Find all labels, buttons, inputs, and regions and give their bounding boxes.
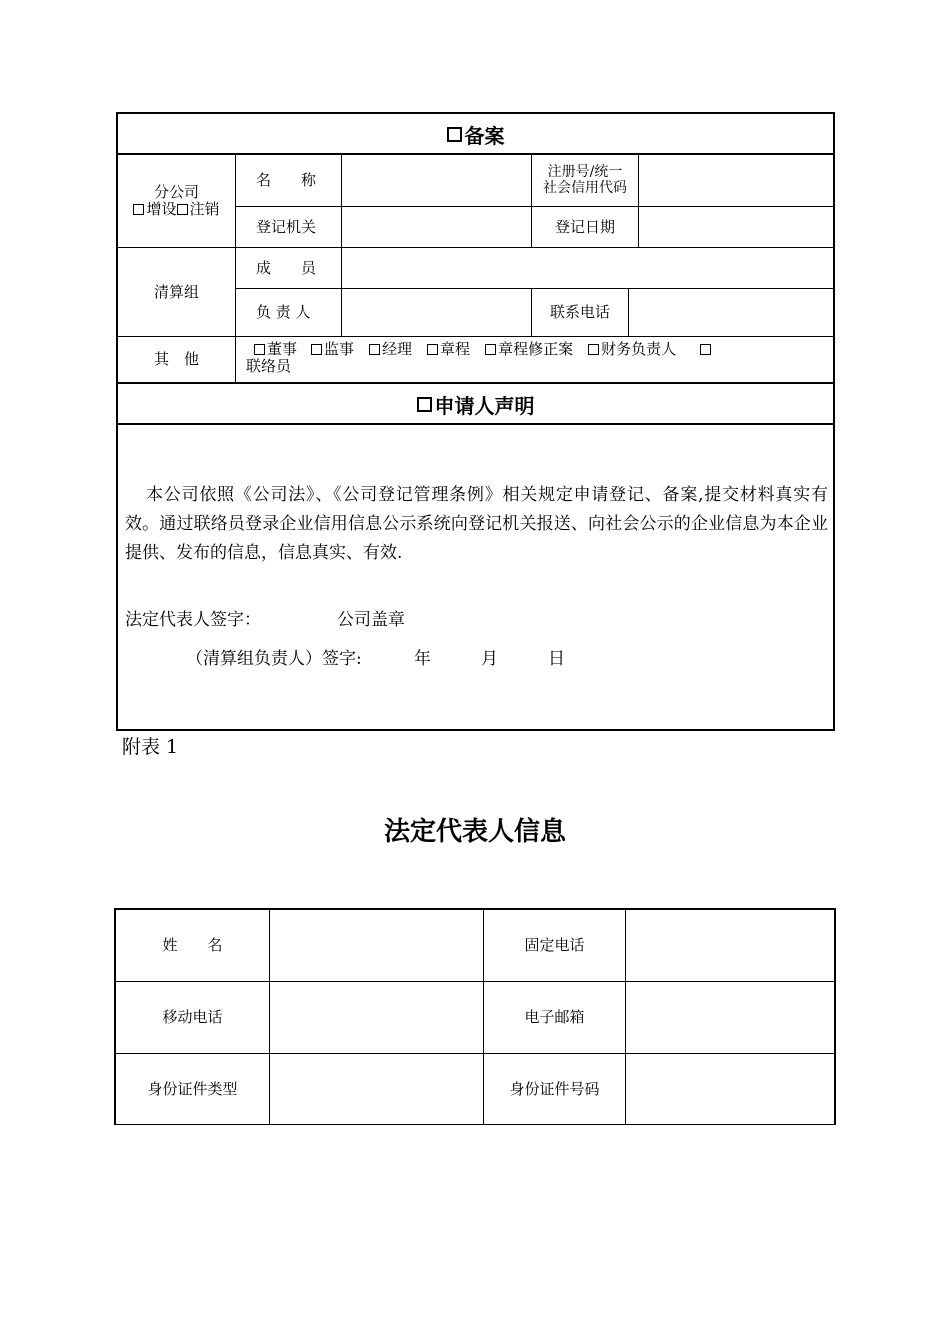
declaration-text: 本公司依照《公司法》、《公司登记管理条例》相关规定申请登记、备案,提交材料真实有效。通过联络员登录企业信用信息公示系统向登记机关报送、向社会公示的企业信息为本企业提供、发布的信息，信息真实、有效.: [125, 485, 828, 563]
checkbox[interactable]: [254, 344, 265, 355]
reg-number-field[interactable]: [639, 154, 833, 206]
cancel-checkbox[interactable]: [177, 204, 188, 215]
mobile-label: 移动电话: [162, 1008, 223, 1026]
option-finance-head[interactable]: [588, 340, 676, 358]
declaration-checkbox[interactable]: [417, 397, 432, 412]
checkbox[interactable]: [311, 344, 322, 355]
liquidation-signature-label: （清算组负责人）签字:: [186, 649, 362, 669]
members-field[interactable]: [342, 248, 833, 288]
landline-label: 固定电话: [524, 936, 585, 954]
leader-label: 负 责 人: [256, 303, 311, 321]
reg-authority-field[interactable]: [342, 207, 531, 247]
option-supervisor[interactable]: [311, 340, 354, 358]
name-field[interactable]: [270, 910, 483, 981]
landline-field[interactable]: [626, 910, 834, 981]
declaration-title-text: 申请人声明: [434, 393, 535, 418]
id-number-label: 身份证件号码: [509, 1079, 600, 1098]
email-label: 电子邮箱: [524, 1008, 585, 1026]
name-label: 姓 名: [162, 936, 223, 954]
cancel-option-label: 注销: [189, 199, 220, 218]
id-number-field[interactable]: [626, 1054, 834, 1124]
option-label: 财务负责人: [601, 340, 677, 358]
legal-rep-info-title: 法定代表人信息: [383, 817, 566, 847]
option-articles-amendment[interactable]: [485, 340, 573, 358]
company-seal-label: 公司盖章: [337, 610, 405, 630]
month-label: 月: [481, 649, 498, 669]
filing-title-text: 备案: [464, 123, 505, 148]
contact-phone-label: 联系电话: [549, 303, 610, 321]
filing-checkbox[interactable]: [447, 127, 462, 142]
branch-options: [133, 201, 219, 218]
branch-name-field[interactable]: [342, 154, 531, 206]
liquidation-label: 清算组: [153, 282, 199, 301]
year-label: 年: [414, 649, 431, 669]
id-type-label: 身份证件类型: [147, 1079, 238, 1098]
leader-field[interactable]: [342, 289, 531, 336]
liaison-checkbox[interactable]: [700, 344, 711, 355]
contact-phone-field[interactable]: [629, 289, 833, 336]
add-option-label: 增设: [146, 199, 177, 218]
reg-date-field[interactable]: [639, 207, 833, 247]
members-label: 成 员: [256, 258, 317, 277]
add-checkbox[interactable]: [133, 204, 144, 215]
option-director[interactable]: [254, 340, 297, 358]
branch-label-text: 分公司: [153, 182, 199, 201]
id-type-field[interactable]: [270, 1054, 483, 1124]
reg-number-label: 注册号/统一社会信用代码: [543, 164, 627, 196]
other-label: 其 他: [153, 350, 199, 368]
branch-label: [118, 154, 235, 247]
option-label: 章程: [440, 340, 471, 358]
checkbox[interactable]: [427, 344, 438, 355]
option-label: 董事: [267, 340, 298, 358]
option-manager[interactable]: [369, 340, 412, 358]
email-field[interactable]: [626, 982, 834, 1053]
option-liaison-label: 联络员: [246, 357, 292, 375]
option-label: 经理: [382, 340, 413, 358]
option-articles[interactable]: [427, 340, 470, 358]
option-label: 章程修正案: [498, 340, 574, 358]
declaration-section-title: [118, 384, 833, 424]
branch-name-label: 名 称: [256, 170, 317, 189]
checkbox[interactable]: [588, 344, 599, 355]
day-label: 日: [548, 649, 565, 669]
other-options: [246, 341, 828, 375]
option-label: 监事: [324, 340, 355, 358]
mobile-field[interactable]: [270, 982, 483, 1053]
reg-date-label: 登记日期: [554, 217, 615, 236]
filing-section-title: [118, 114, 833, 154]
checkbox[interactable]: [485, 344, 496, 355]
attachment-label: 附表 1: [122, 736, 179, 758]
legal-rep-signature-label: 法定代表人签字：: [125, 610, 261, 630]
checkbox[interactable]: [369, 344, 380, 355]
divider: [118, 423, 833, 425]
reg-authority-label: 登记机关: [256, 217, 317, 236]
